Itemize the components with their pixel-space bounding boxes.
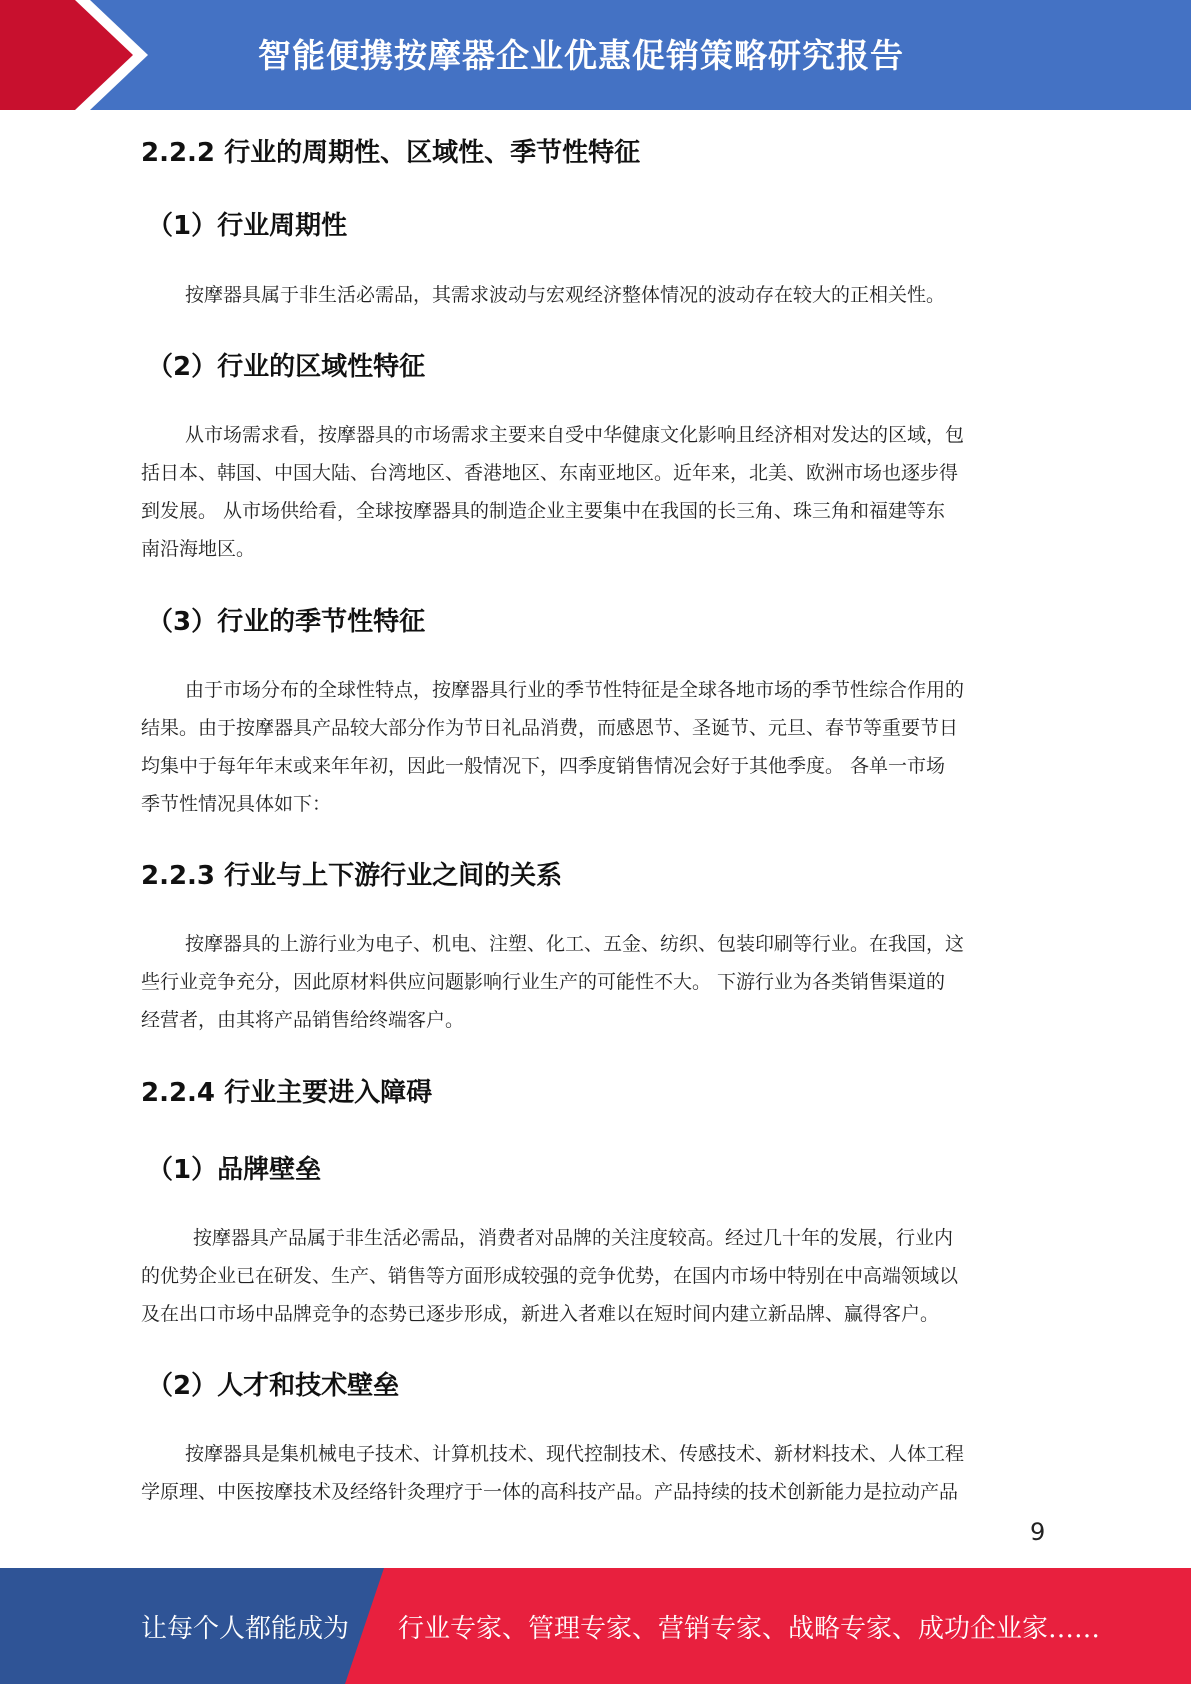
paragraph-line: 按摩器具的上游行业为电子、机电、注塑、化工、五金、纺织、包装印刷等行业。在我国，这 [185, 933, 965, 955]
paragraph-seasonal [141, 671, 1046, 823]
section-heading-2-2-2: 2.2.2 行业的周期性、区域性、季节性特征 [141, 138, 641, 168]
paragraph-line: 按摩器具是集机械电子技术、计算机技术、现代控制技术、传感技术、新材料技术、人体工程 [185, 1443, 965, 1465]
subheading-brand-barrier: （1）品牌壁垒 [147, 1155, 322, 1185]
paragraph-line: 按摩器具属于非生活必需品，其需求波动与宏观经济整体情况的波动存在较大的正相关性。 [185, 284, 946, 306]
paragraph-upstream-downstream [141, 925, 1046, 1039]
section-heading-2-2-3: 2.2.3 行业与上下游行业之间的关系 [141, 861, 563, 891]
subheading-regional: （2）行业的区域性特征 [147, 352, 426, 382]
paragraph-line: 的优势企业已在研发、生产、销售等方面形成较强的竞争优势，在国内市场中特别在中高端领域以 [141, 1265, 959, 1287]
footer-slogan-right: 行业专家、管理专家、营销专家、战略专家、成功企业家…… [398, 1614, 1101, 1644]
paragraph-line: 结果。由于按摩器具产品较大部分作为节日礼品消费，而感恩节、圣诞节、元旦、春节等重要节日 [141, 717, 959, 739]
header-title: 智能便携按摩器企业优惠促销策略研究报告 [258, 36, 904, 75]
paragraph-line: 到发展。 从市场供给看，全球按摩器具的制造企业主要集中在我国的长三角、珠三角和福建等东 [141, 500, 946, 522]
paragraph-line: 及在出口市场中品牌竞争的态势已逐步形成，新进入者难以在短时间内建立新品牌、赢得客户。 [141, 1303, 940, 1325]
page-footer [0, 1568, 1191, 1684]
subheading-seasonal: （3）行业的季节性特征 [147, 607, 426, 637]
header-arrow-decoration [0, 0, 160, 110]
paragraph-line: 学原理、中医按摩技术及经络针灸理疗于一体的高科技产品。产品持续的技术创新能力是拉动产品 [141, 1481, 959, 1503]
paragraph-line: 南沿海地区。 [141, 538, 256, 560]
paragraph-talent-tech-barrier [141, 1435, 1046, 1511]
paragraph-cyclicality [141, 276, 1046, 314]
paragraph-brand-barrier [141, 1219, 1046, 1333]
paragraph-line: 均集中于每年年末或来年年初，因此一般情况下，四季度销售情况会好于其他季度。 各单一市场 [141, 755, 946, 777]
page-number: 9 [1030, 1518, 1046, 1546]
footer-slogan-left: 让每个人都能成为 [141, 1614, 350, 1644]
page-header [0, 0, 1191, 110]
section-heading-2-2-4: 2.2.4 行业主要进入障碍 [141, 1078, 433, 1108]
paragraph-line: 季节性情况具体如下： [141, 793, 332, 815]
paragraph-line: 括日本、韩国、中国大陆、台湾地区、香港地区、东南亚地区。近年来，北美、欧洲市场也逐步得 [141, 462, 959, 484]
paragraph-line: 按摩器具产品属于非生活必需品，消费者对品牌的关注度较高。经过几十年的发展，行业内 [193, 1227, 954, 1249]
paragraph-line: 由于市场分布的全球性特点，按摩器具行业的季节性特征是全球各地市场的季节性综合作用的 [185, 679, 965, 701]
paragraph-line: 些行业竞争充分，因此原材料供应问题影响行业生产的可能性不大。 下游行业为各类销售渠道的 [141, 971, 946, 993]
subheading-cyclicality: （1）行业周期性 [147, 211, 348, 241]
paragraph-regional [141, 416, 1046, 568]
paragraph-line: 经营者，由其将产品销售给终端客户。 [141, 1009, 465, 1031]
paragraph-line: 从市场需求看，按摩器具的市场需求主要来自受中华健康文化影响且经济相对发达的区域，包 [185, 424, 965, 446]
subheading-talent-tech-barrier: （2）人才和技术壁垒 [147, 1371, 400, 1401]
